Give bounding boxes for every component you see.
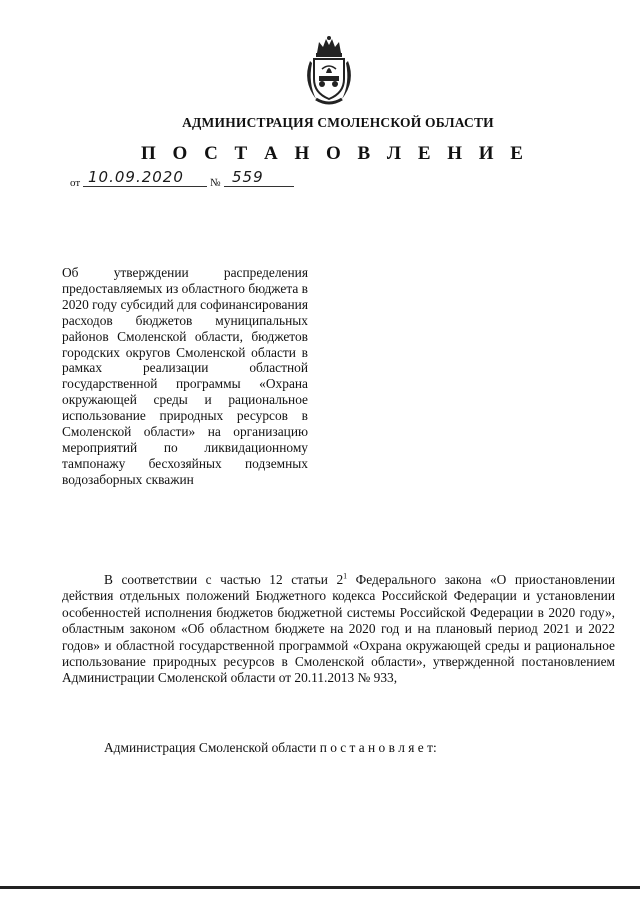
preamble-block: [62, 572, 615, 687]
preamble-text-part1: В соответствии с частью 12 статьи 2: [104, 572, 344, 587]
date-prefix: от: [70, 177, 81, 189]
handwritten-date: 10.09.2020: [88, 168, 184, 186]
coat-of-arms-emblem: [298, 33, 360, 107]
handwritten-number: 559: [232, 168, 264, 186]
preamble-text-part2: Федерального закона «О приостановлении действия отдельных положений Бюджетного кодекса Российской Федерации и установлении особенностей исполнения бюджетов бюджетной системы Российской Федерации в 2020 году», областным законом «Об областном бюджете на 2020 год и на плановый период 2021 и 2022 годов» и областной государственной программой «Охрана окружающей среды и рациональное использование природных ресурсов в Смоленской области», утвержденной постановлением Администрации Смоленской области от 20.11.2013 № 933,: [62, 572, 615, 686]
decree-statement: Администрация Смоленской области п о с т а н о в л я е т:: [104, 740, 437, 755]
organization-title: АДМИНИСТРАЦИЯ СМОЛЕНСКОЙ ОБЛАСТИ: [182, 115, 494, 130]
registration-line: [70, 170, 310, 190]
article-superscript: 1: [343, 571, 348, 581]
subject-block: [62, 265, 308, 488]
subject-text: Об утверждении распределения предоставляемых из областного бюджета в 2020 году субсидий для софинансирования расходов бюджетов муниципальных районов Смоленской области, бюджетов городских округов Смоленской области в рамках реализации областной государственной программы «Охрана окружающей среды и рациональное использование природных ресурсов в Смоленской области» на организацию мероприятий по ликвидационному тампонажу бесхозяйных подземных водозаборных скважин: [62, 265, 308, 487]
number-prefix: №: [210, 177, 221, 189]
document-type-heading: П О С Т А Н О В Л Е Н И Е: [141, 143, 529, 164]
scan-bottom-edge: [0, 886, 640, 889]
preamble-paragraph: [62, 572, 615, 687]
